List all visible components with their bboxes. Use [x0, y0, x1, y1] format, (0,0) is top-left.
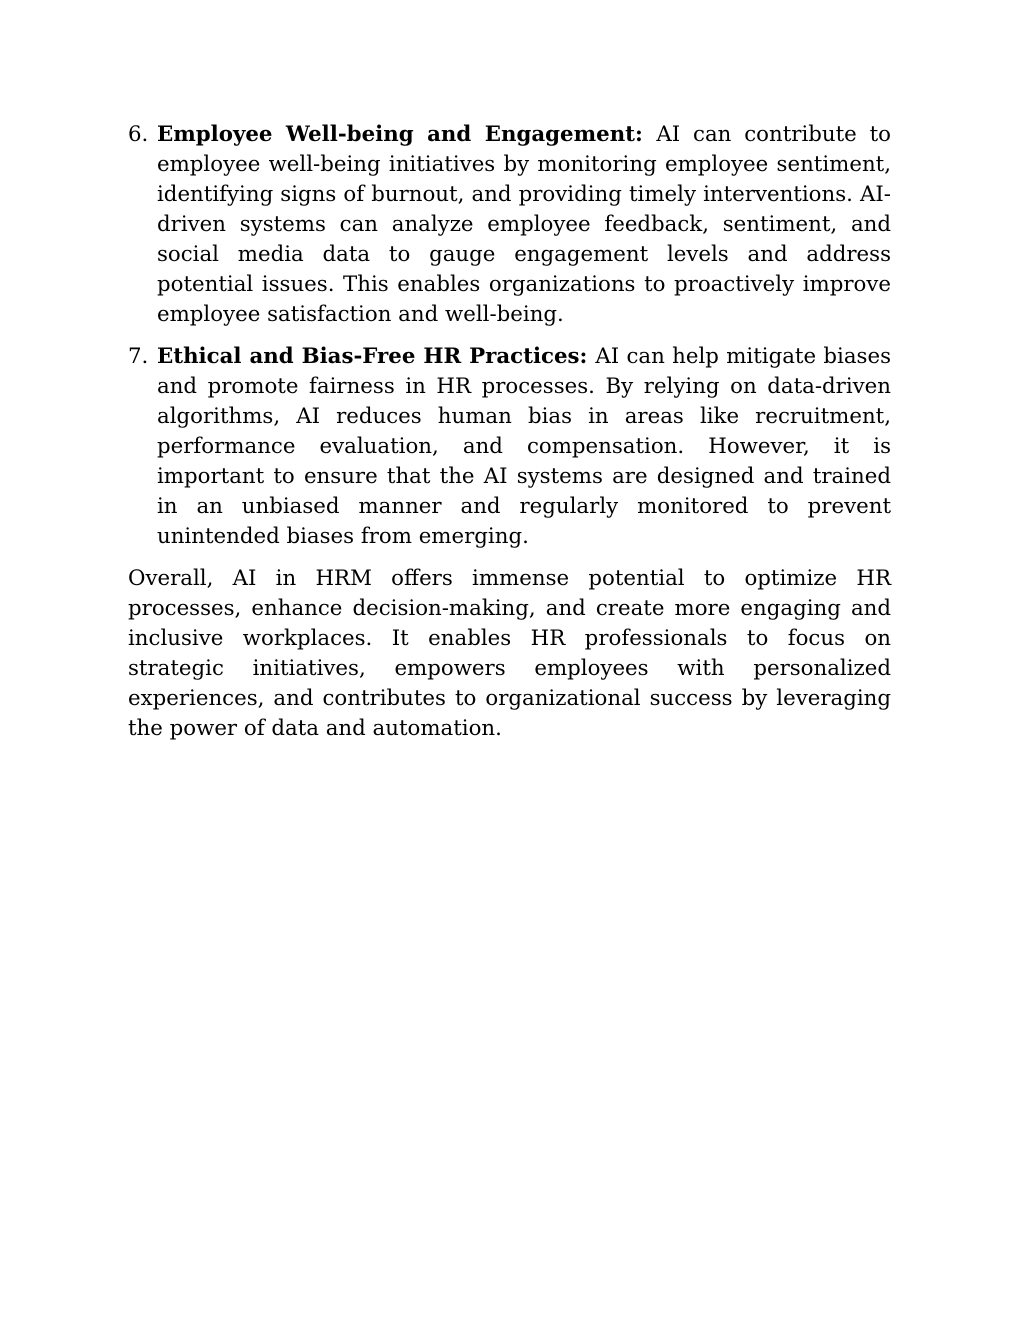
document-page — [128, 120, 891, 744]
item-text: AI can help mitigate biases and promote fairness in HR processes. By relying on data-driven algorithms, AI reduces human bias in areas like recruitment, performance evaluation, and compensation. However, it is important to ensure that the AI systems are designed and trained in an unbiased manner and regularly monitored to prevent unintended biases from emerging. — [157, 344, 891, 549]
item-title: Ethical and Bias-Free HR Practices: — [157, 344, 596, 369]
item-title: Employee Well-being and Engagement: — [157, 122, 657, 147]
conclusion-paragraph: Overall, AI in HRM offers immense potential to optimize HR processes, enhance decision-making, and create more engaging and inclusive workplaces. It enables HR professionals to focus on strategic initiatives, empowers employees with personalized experiences, and contributes to organizational success by leveraging the power of data and automation. — [128, 566, 891, 741]
list-number: 7. — [128, 344, 149, 369]
list-number: 6. — [128, 122, 149, 147]
list-item-ethical-practices — [128, 342, 891, 552]
item-text: AI can contribute to employee well-being initiatives by monitoring employee sentiment, identifying signs of burnout, and providing timely interventions. AI-driven systems can analyze employee feedback, sentiment, and social media data to gauge engagement levels and address potential issues. This enables organizations to proactively improve employee satisfaction and well-being. — [157, 122, 892, 327]
list-item-employee-wellbeing — [128, 120, 891, 330]
